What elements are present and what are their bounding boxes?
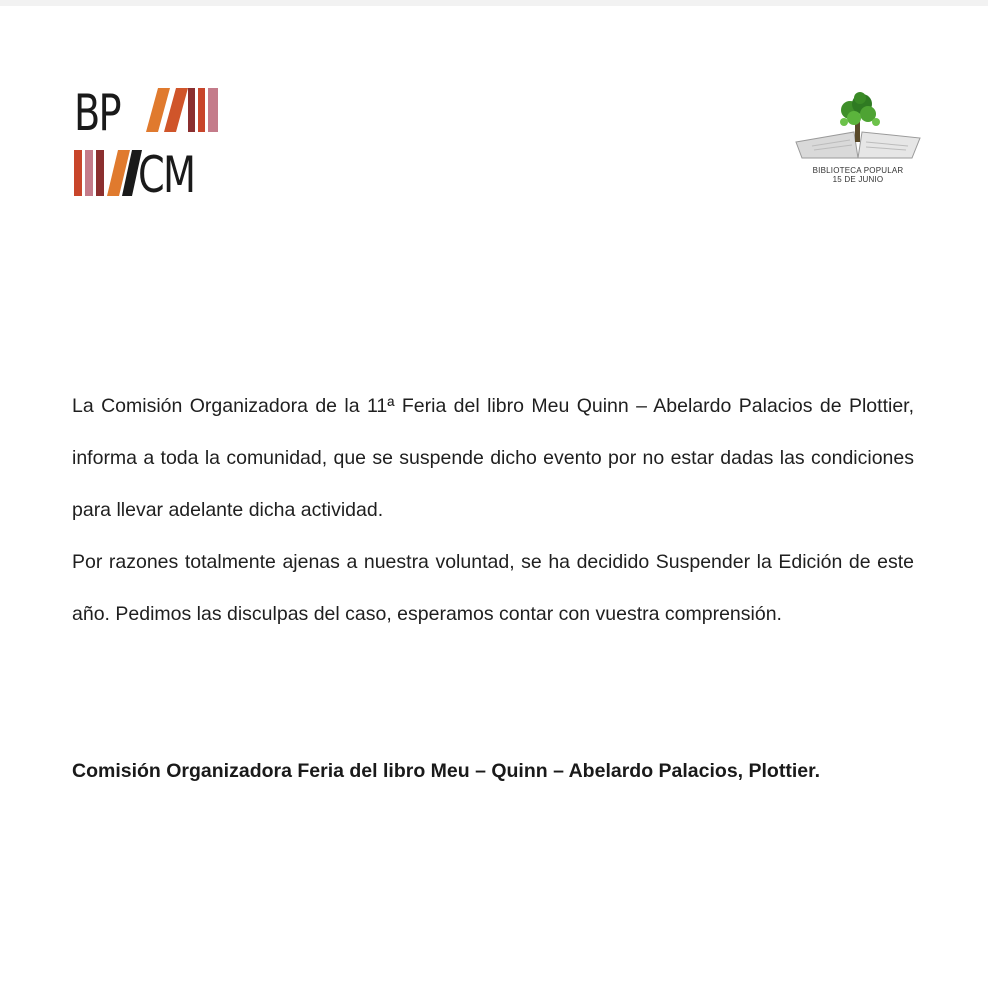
notice-paragraph-2: Por razones totalmente ajenas a nuestra voluntad, se ha decidido Suspender la Edición de este año. Pedimos las disculpas del caso, esperamos contar con vuestra comprensión. (72, 551, 914, 625)
signature-text: Comisión Organizadora Feria del libro Meu – Quinn – Abelardo Palacios, Plottier. (72, 760, 821, 782)
biblioteca-caption-line1: BIBLIOTECA POPULAR (812, 166, 904, 175)
biblioteca-caption (792, 166, 924, 184)
bpcm-logo-cm: CM (138, 146, 195, 204)
top-strip (0, 0, 988, 6)
biblioteca-caption-line2: 15 DE JUNIO (832, 175, 884, 184)
notice-body (72, 380, 914, 640)
bpcm-logo (74, 84, 224, 204)
bpcm-logo-bp: BP (74, 84, 120, 142)
signature (72, 744, 914, 798)
notice-paragraph-1: La Comisión Organizadora de la 11ª Feria del libro Meu Quinn – Abelardo Palacios de Plottier, informa a toda la comunidad, que se suspende dicho evento por no estar dadas las condiciones para llevar adelante dicha actividad. (72, 395, 914, 521)
biblioteca-logo (792, 92, 924, 192)
tree-book-icon (792, 92, 924, 166)
